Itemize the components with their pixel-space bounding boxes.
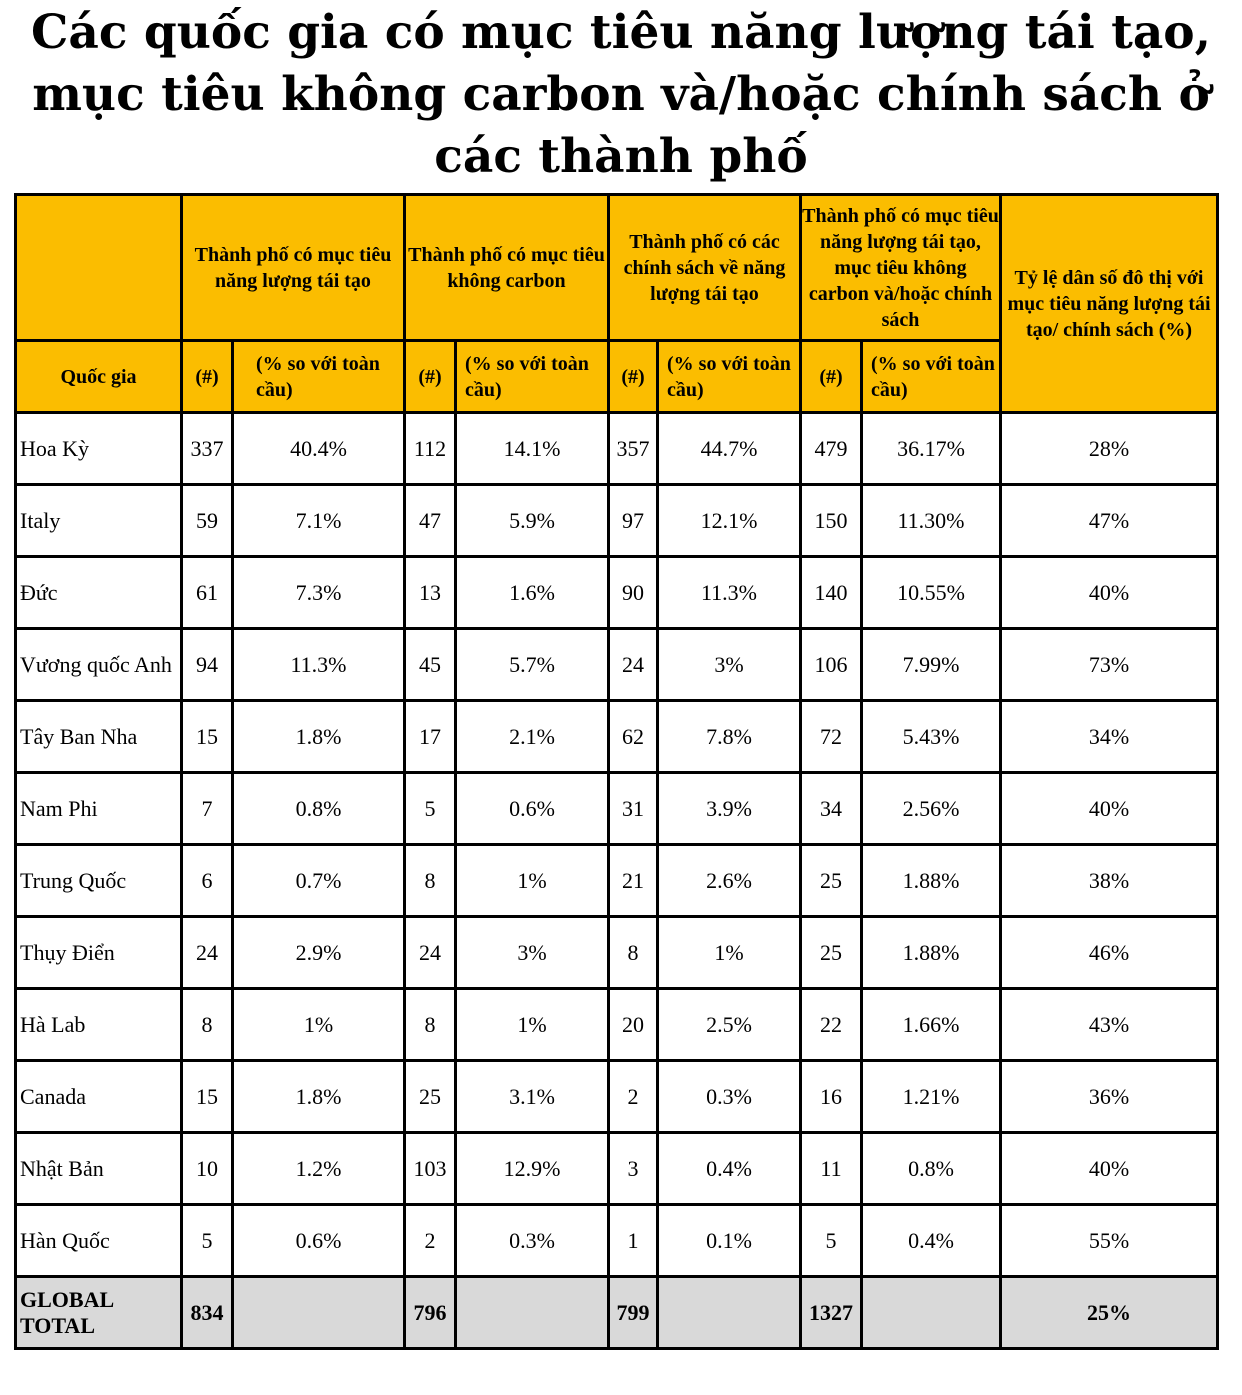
renewable-count: 61	[182, 557, 233, 629]
combined-count: 106	[801, 629, 862, 701]
renewable-pct: 0.8%	[233, 773, 405, 845]
zero-carbon-pct: 0.3%	[456, 1205, 609, 1277]
policy-pct: 2.6%	[658, 845, 801, 917]
urban-share: 38%	[1001, 845, 1218, 917]
policy-pct: 3%	[658, 629, 801, 701]
table-row	[16, 485, 1218, 557]
urban-share: 73%	[1001, 629, 1218, 701]
urban-share: 40%	[1001, 557, 1218, 629]
table-row	[16, 629, 1218, 701]
table-row	[16, 1133, 1218, 1205]
urban-share: 43%	[1001, 989, 1218, 1061]
policy-pct: 3.9%	[658, 773, 801, 845]
total-empty	[658, 1277, 801, 1349]
zero-carbon-pct: 1.6%	[456, 557, 609, 629]
zero-carbon-count: 17	[405, 701, 456, 773]
data-table	[14, 193, 1219, 1350]
urban-share: 55%	[1001, 1205, 1218, 1277]
zero-carbon-pct: 12.9%	[456, 1133, 609, 1205]
renewable-count: 10	[182, 1133, 233, 1205]
zero-carbon-count: 45	[405, 629, 456, 701]
header-combined: Thành phố có mục tiêu năng lượng tái tạo, mục tiêu không carbon và/hoặc chính sách	[801, 195, 1001, 341]
combined-pct: 1.88%	[862, 845, 1001, 917]
country-cell: Đức	[16, 557, 182, 629]
renewable-count: 337	[182, 413, 233, 485]
zero-carbon-pct: 1%	[456, 845, 609, 917]
urban-share: 34%	[1001, 701, 1218, 773]
policy-count: 357	[609, 413, 658, 485]
combined-count: 11	[801, 1133, 862, 1205]
urban-share: 28%	[1001, 413, 1218, 485]
country-cell: Vương quốc Anh	[16, 629, 182, 701]
table-row	[16, 917, 1218, 989]
country-cell: Tây Ban Nha	[16, 701, 182, 773]
zero-carbon-pct: 5.7%	[456, 629, 609, 701]
header-zero-carbon-target: Thành phố có mục tiêu không carbon	[405, 195, 609, 341]
total-row	[16, 1277, 1218, 1349]
zero-carbon-count: 2	[405, 1205, 456, 1277]
policy-count: 3	[609, 1133, 658, 1205]
header-pct: (% so với toàn cầu)	[233, 341, 405, 413]
zero-carbon-pct: 2.1%	[456, 701, 609, 773]
country-cell: Trung Quốc	[16, 845, 182, 917]
urban-share: 47%	[1001, 485, 1218, 557]
header-renewable-target: Thành phố có mục tiêu năng lượng tái tạo	[182, 195, 405, 341]
policy-count: 31	[609, 773, 658, 845]
policy-pct: 7.8%	[658, 701, 801, 773]
combined-pct: 1.88%	[862, 917, 1001, 989]
policy-count: 90	[609, 557, 658, 629]
table-row	[16, 845, 1218, 917]
renewable-pct: 1.2%	[233, 1133, 405, 1205]
zero-carbon-count: 25	[405, 1061, 456, 1133]
combined-pct: 10.55%	[862, 557, 1001, 629]
renewable-count: 94	[182, 629, 233, 701]
zero-carbon-count: 103	[405, 1133, 456, 1205]
total-policy-count: 799	[609, 1277, 658, 1349]
table-row	[16, 989, 1218, 1061]
combined-pct: 11.30%	[862, 485, 1001, 557]
header-empty-cell	[16, 195, 182, 341]
combined-count: 25	[801, 917, 862, 989]
renewable-count: 7	[182, 773, 233, 845]
zero-carbon-count: 24	[405, 917, 456, 989]
header-renewable-policy: Thành phố có các chính sách về năng lượng tái tạo	[609, 195, 801, 341]
combined-pct: 1.66%	[862, 989, 1001, 1061]
policy-pct: 12.1%	[658, 485, 801, 557]
zero-carbon-count: 112	[405, 413, 456, 485]
policy-pct: 11.3%	[658, 557, 801, 629]
header-urban-share: Tỷ lệ dân số đô thị với mục tiêu năng lượng tái tạo/ chính sách (%)	[1001, 195, 1218, 413]
combined-pct: 36.17%	[862, 413, 1001, 485]
renewable-count: 59	[182, 485, 233, 557]
renewable-count: 5	[182, 1205, 233, 1277]
header-count: (#)	[801, 341, 862, 413]
country-cell: Canada	[16, 1061, 182, 1133]
header-pct: (% so với toàn cầu)	[862, 341, 1001, 413]
country-cell: Hàn Quốc	[16, 1205, 182, 1277]
header-pct: (% so với toàn cầu)	[658, 341, 801, 413]
country-cell: Nhật Bản	[16, 1133, 182, 1205]
urban-share: 40%	[1001, 773, 1218, 845]
combined-pct: 7.99%	[862, 629, 1001, 701]
combined-count: 16	[801, 1061, 862, 1133]
zero-carbon-pct: 5.9%	[456, 485, 609, 557]
zero-carbon-count: 8	[405, 845, 456, 917]
renewable-pct: 0.6%	[233, 1205, 405, 1277]
policy-count: 21	[609, 845, 658, 917]
policy-pct: 2.5%	[658, 989, 801, 1061]
policy-pct: 44.7%	[658, 413, 801, 485]
renewable-pct: 40.4%	[233, 413, 405, 485]
header-pct: (% so với toàn cầu)	[456, 341, 609, 413]
renewable-pct: 11.3%	[233, 629, 405, 701]
renewable-count: 6	[182, 845, 233, 917]
combined-count: 22	[801, 989, 862, 1061]
header-country: Quốc gia	[16, 341, 182, 413]
table-row	[16, 701, 1218, 773]
policy-count: 62	[609, 701, 658, 773]
zero-carbon-pct: 14.1%	[456, 413, 609, 485]
table-row	[16, 1061, 1218, 1133]
total-label: GLOBAL TOTAL	[16, 1277, 182, 1349]
combined-count: 5	[801, 1205, 862, 1277]
renewable-pct: 1%	[233, 989, 405, 1061]
combined-count: 140	[801, 557, 862, 629]
page-title: Các quốc gia có mục tiêu năng lượng tái tạo, mục tiêu không carbon và/hoặc chính sách ở các thành phố	[30, 5, 1211, 184]
policy-count: 8	[609, 917, 658, 989]
policy-count: 24	[609, 629, 658, 701]
policy-count: 2	[609, 1061, 658, 1133]
renewable-pct: 1.8%	[233, 701, 405, 773]
combined-pct: 1.21%	[862, 1061, 1001, 1133]
policy-pct: 1%	[658, 917, 801, 989]
renewable-pct: 0.7%	[233, 845, 405, 917]
total-urban-share: 25%	[1001, 1277, 1218, 1349]
table-row	[16, 557, 1218, 629]
total-zero-carbon-count: 796	[405, 1277, 456, 1349]
header-count: (#)	[182, 341, 233, 413]
combined-pct: 2.56%	[862, 773, 1001, 845]
combined-count: 72	[801, 701, 862, 773]
zero-carbon-pct: 0.6%	[456, 773, 609, 845]
table-row	[16, 413, 1218, 485]
policy-pct: 0.1%	[658, 1205, 801, 1277]
combined-count: 479	[801, 413, 862, 485]
zero-carbon-count: 13	[405, 557, 456, 629]
table-row	[16, 773, 1218, 845]
renewable-count: 15	[182, 1061, 233, 1133]
country-cell: Italy	[16, 485, 182, 557]
policy-count: 1	[609, 1205, 658, 1277]
total-renewable-count: 834	[182, 1277, 233, 1349]
combined-count: 150	[801, 485, 862, 557]
combined-pct: 0.4%	[862, 1205, 1001, 1277]
total-combined-count: 1327	[801, 1277, 862, 1349]
header-count: (#)	[609, 341, 658, 413]
total-empty	[862, 1277, 1001, 1349]
renewable-count: 15	[182, 701, 233, 773]
total-empty	[456, 1277, 609, 1349]
urban-share: 46%	[1001, 917, 1218, 989]
zero-carbon-pct: 3%	[456, 917, 609, 989]
renewable-count: 24	[182, 917, 233, 989]
country-cell: Hoa Kỳ	[16, 413, 182, 485]
combined-pct: 0.8%	[862, 1133, 1001, 1205]
zero-carbon-count: 5	[405, 773, 456, 845]
renewable-pct: 7.1%	[233, 485, 405, 557]
combined-count: 25	[801, 845, 862, 917]
country-cell: Hà Lab	[16, 989, 182, 1061]
policy-count: 20	[609, 989, 658, 1061]
renewable-pct: 1.8%	[233, 1061, 405, 1133]
policy-pct: 0.3%	[658, 1061, 801, 1133]
renewable-pct: 7.3%	[233, 557, 405, 629]
country-cell: Nam Phi	[16, 773, 182, 845]
urban-share: 40%	[1001, 1133, 1218, 1205]
zero-carbon-pct: 1%	[456, 989, 609, 1061]
zero-carbon-count: 8	[405, 989, 456, 1061]
header-count: (#)	[405, 341, 456, 413]
zero-carbon-count: 47	[405, 485, 456, 557]
combined-pct: 5.43%	[862, 701, 1001, 773]
renewable-pct: 2.9%	[233, 917, 405, 989]
renewable-count: 8	[182, 989, 233, 1061]
total-empty	[233, 1277, 405, 1349]
country-cell: Thụy Điển	[16, 917, 182, 989]
policy-count: 97	[609, 485, 658, 557]
table-row	[16, 1205, 1218, 1277]
combined-count: 34	[801, 773, 862, 845]
zero-carbon-pct: 3.1%	[456, 1061, 609, 1133]
urban-share: 36%	[1001, 1061, 1218, 1133]
policy-pct: 0.4%	[658, 1133, 801, 1205]
